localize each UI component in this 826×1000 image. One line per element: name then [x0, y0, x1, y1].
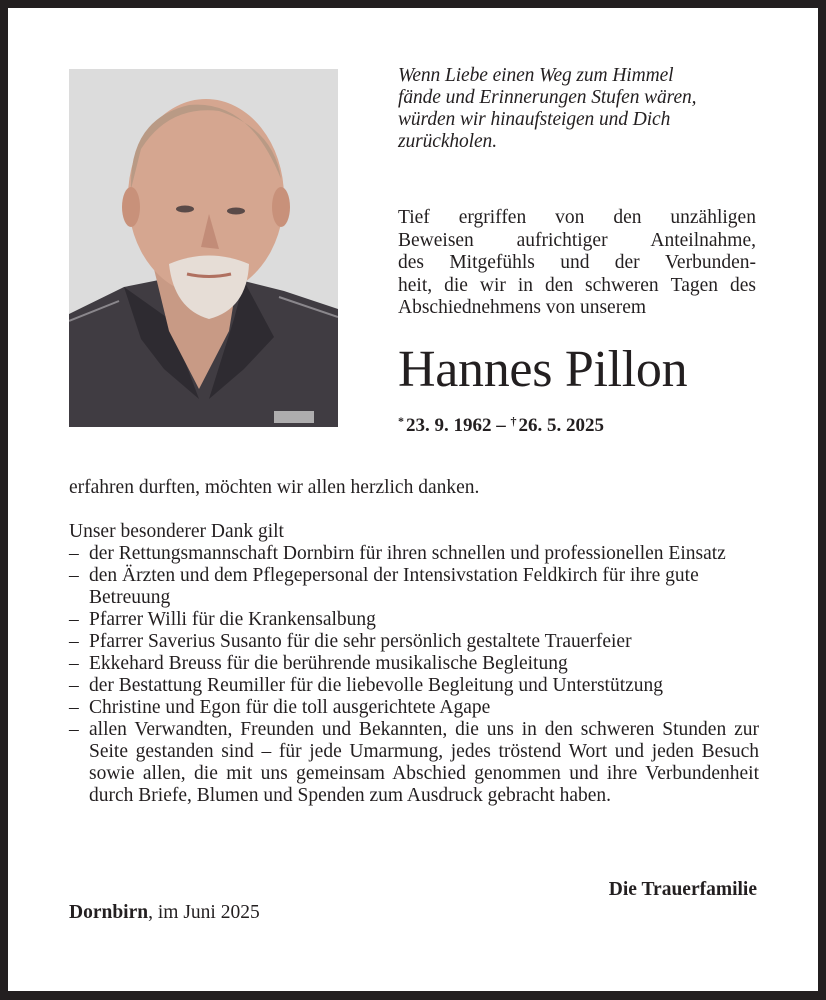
dash-bullet: – [69, 631, 79, 652]
word: Tagen [670, 274, 719, 296]
poem-line: zurückholen. [398, 131, 497, 152]
deceased-name: Hannes Pillon [398, 341, 688, 398]
intro-line [398, 297, 756, 320]
word: den [544, 274, 574, 296]
date-separator: – [496, 415, 506, 436]
thanks-item-text: Christine und Egon für die toll ausgerichtete Agape [89, 697, 491, 718]
intro-line [398, 207, 756, 230]
intro-paragraph [398, 207, 756, 320]
word: Tief [398, 207, 430, 228]
poem-line: fände und Erinnerungen Stufen wären, [398, 87, 697, 108]
dash-bullet: – [69, 675, 79, 696]
word: schweren [585, 274, 659, 296]
word: heit, [398, 274, 433, 296]
birth-star-icon: * [398, 414, 404, 428]
dash-bullet: – [69, 697, 79, 718]
thanks-item-text: der Rettungsmannschaft Dornbirn für ihren schnellen und professionellen Einsatz [89, 543, 726, 564]
thanks-item [69, 609, 759, 631]
dash-bullet: – [69, 543, 79, 564]
obituary-page [8, 8, 818, 991]
thanks-item [69, 565, 759, 609]
word: Beweisen [398, 229, 474, 251]
thanks-item [69, 697, 759, 719]
word: ergriffen [458, 207, 527, 228]
thanks-item [69, 675, 759, 697]
word: unzähligen [670, 207, 756, 228]
word: wir [479, 274, 506, 296]
poem-line: Wenn Liebe einen Weg zum Himmel [398, 65, 674, 86]
intro-line [398, 230, 756, 253]
word: den [613, 207, 642, 228]
city: Dornbirn [69, 902, 149, 923]
intro-line [398, 252, 756, 275]
death-date: 26. 5. 2025 [518, 415, 604, 436]
place-and-date [69, 901, 260, 925]
word: Mitgefühls [449, 252, 535, 273]
thanks-item [69, 719, 759, 807]
thanks-item-text: Pfarrer Willi für die Krankensalbung [89, 609, 376, 630]
poem-line: würden wir hinaufsteigen und Dich [398, 109, 671, 130]
thanks-item [69, 543, 759, 565]
word: des [729, 274, 756, 296]
thanks-item-text: Ekkehard Breuss für die berührende musikalische Begleitung [89, 653, 568, 674]
signature: Die Trauerfamilie [608, 879, 757, 900]
word: des [398, 252, 424, 273]
thanks-item-text: Pfarrer Saverius Susanto für die sehr persönlich gestaltete Trauerfeier [89, 631, 632, 652]
thanks-heading: Unser besonderer Dank gilt [69, 521, 284, 542]
thanks-section [69, 477, 759, 807]
dash-bullet: – [69, 653, 79, 674]
thanks-item-text: allen Verwandten, Freunden und Bekannten, die uns in den schweren Stunden zur Seite gestanden sind – für jede Umarmung, jedes tröstend Wort und jeden Besuch sowie allen, die mit uns gemeinsam Abschied genommen und ihre Verbundenheit durch Briefe, Blumen und Spenden zum Ausdruck gebracht haben. [89, 719, 759, 806]
dash-bullet: – [69, 609, 79, 630]
word: Anteilnahme, [650, 229, 756, 251]
thanks-item [69, 631, 759, 653]
word: Verbunden- [665, 252, 756, 273]
death-cross-icon: † [510, 414, 517, 428]
portrait-photo [69, 69, 338, 427]
thanks-item-text: den Ärzten und dem Pflegepersonal der Intensivstation Feldkirch für ihre gute Betreuung [89, 565, 699, 608]
word: aufrichtiger [516, 229, 608, 251]
thanks-item [69, 653, 759, 675]
life-dates [398, 409, 604, 438]
word: die [444, 274, 468, 296]
continuation-text: erfahren durften, möchten wir allen herzlich danken. [69, 477, 480, 498]
dash-bullet: – [69, 719, 79, 740]
word: in [517, 274, 533, 296]
thanks-item-text: der Bestattung Reumiller für die liebevolle Begleitung und Unterstützung [89, 675, 664, 696]
birth-date: 23. 9. 1962 [406, 415, 492, 436]
word: und [560, 252, 590, 273]
word: der [614, 252, 640, 273]
memorial-poem [398, 65, 768, 153]
intro-line [398, 275, 756, 298]
word: von [555, 207, 585, 228]
word: Abschiednehmens von unserem [398, 297, 647, 318]
date-text: , im Juni 2025 [148, 902, 260, 923]
dash-bullet: – [69, 565, 79, 586]
